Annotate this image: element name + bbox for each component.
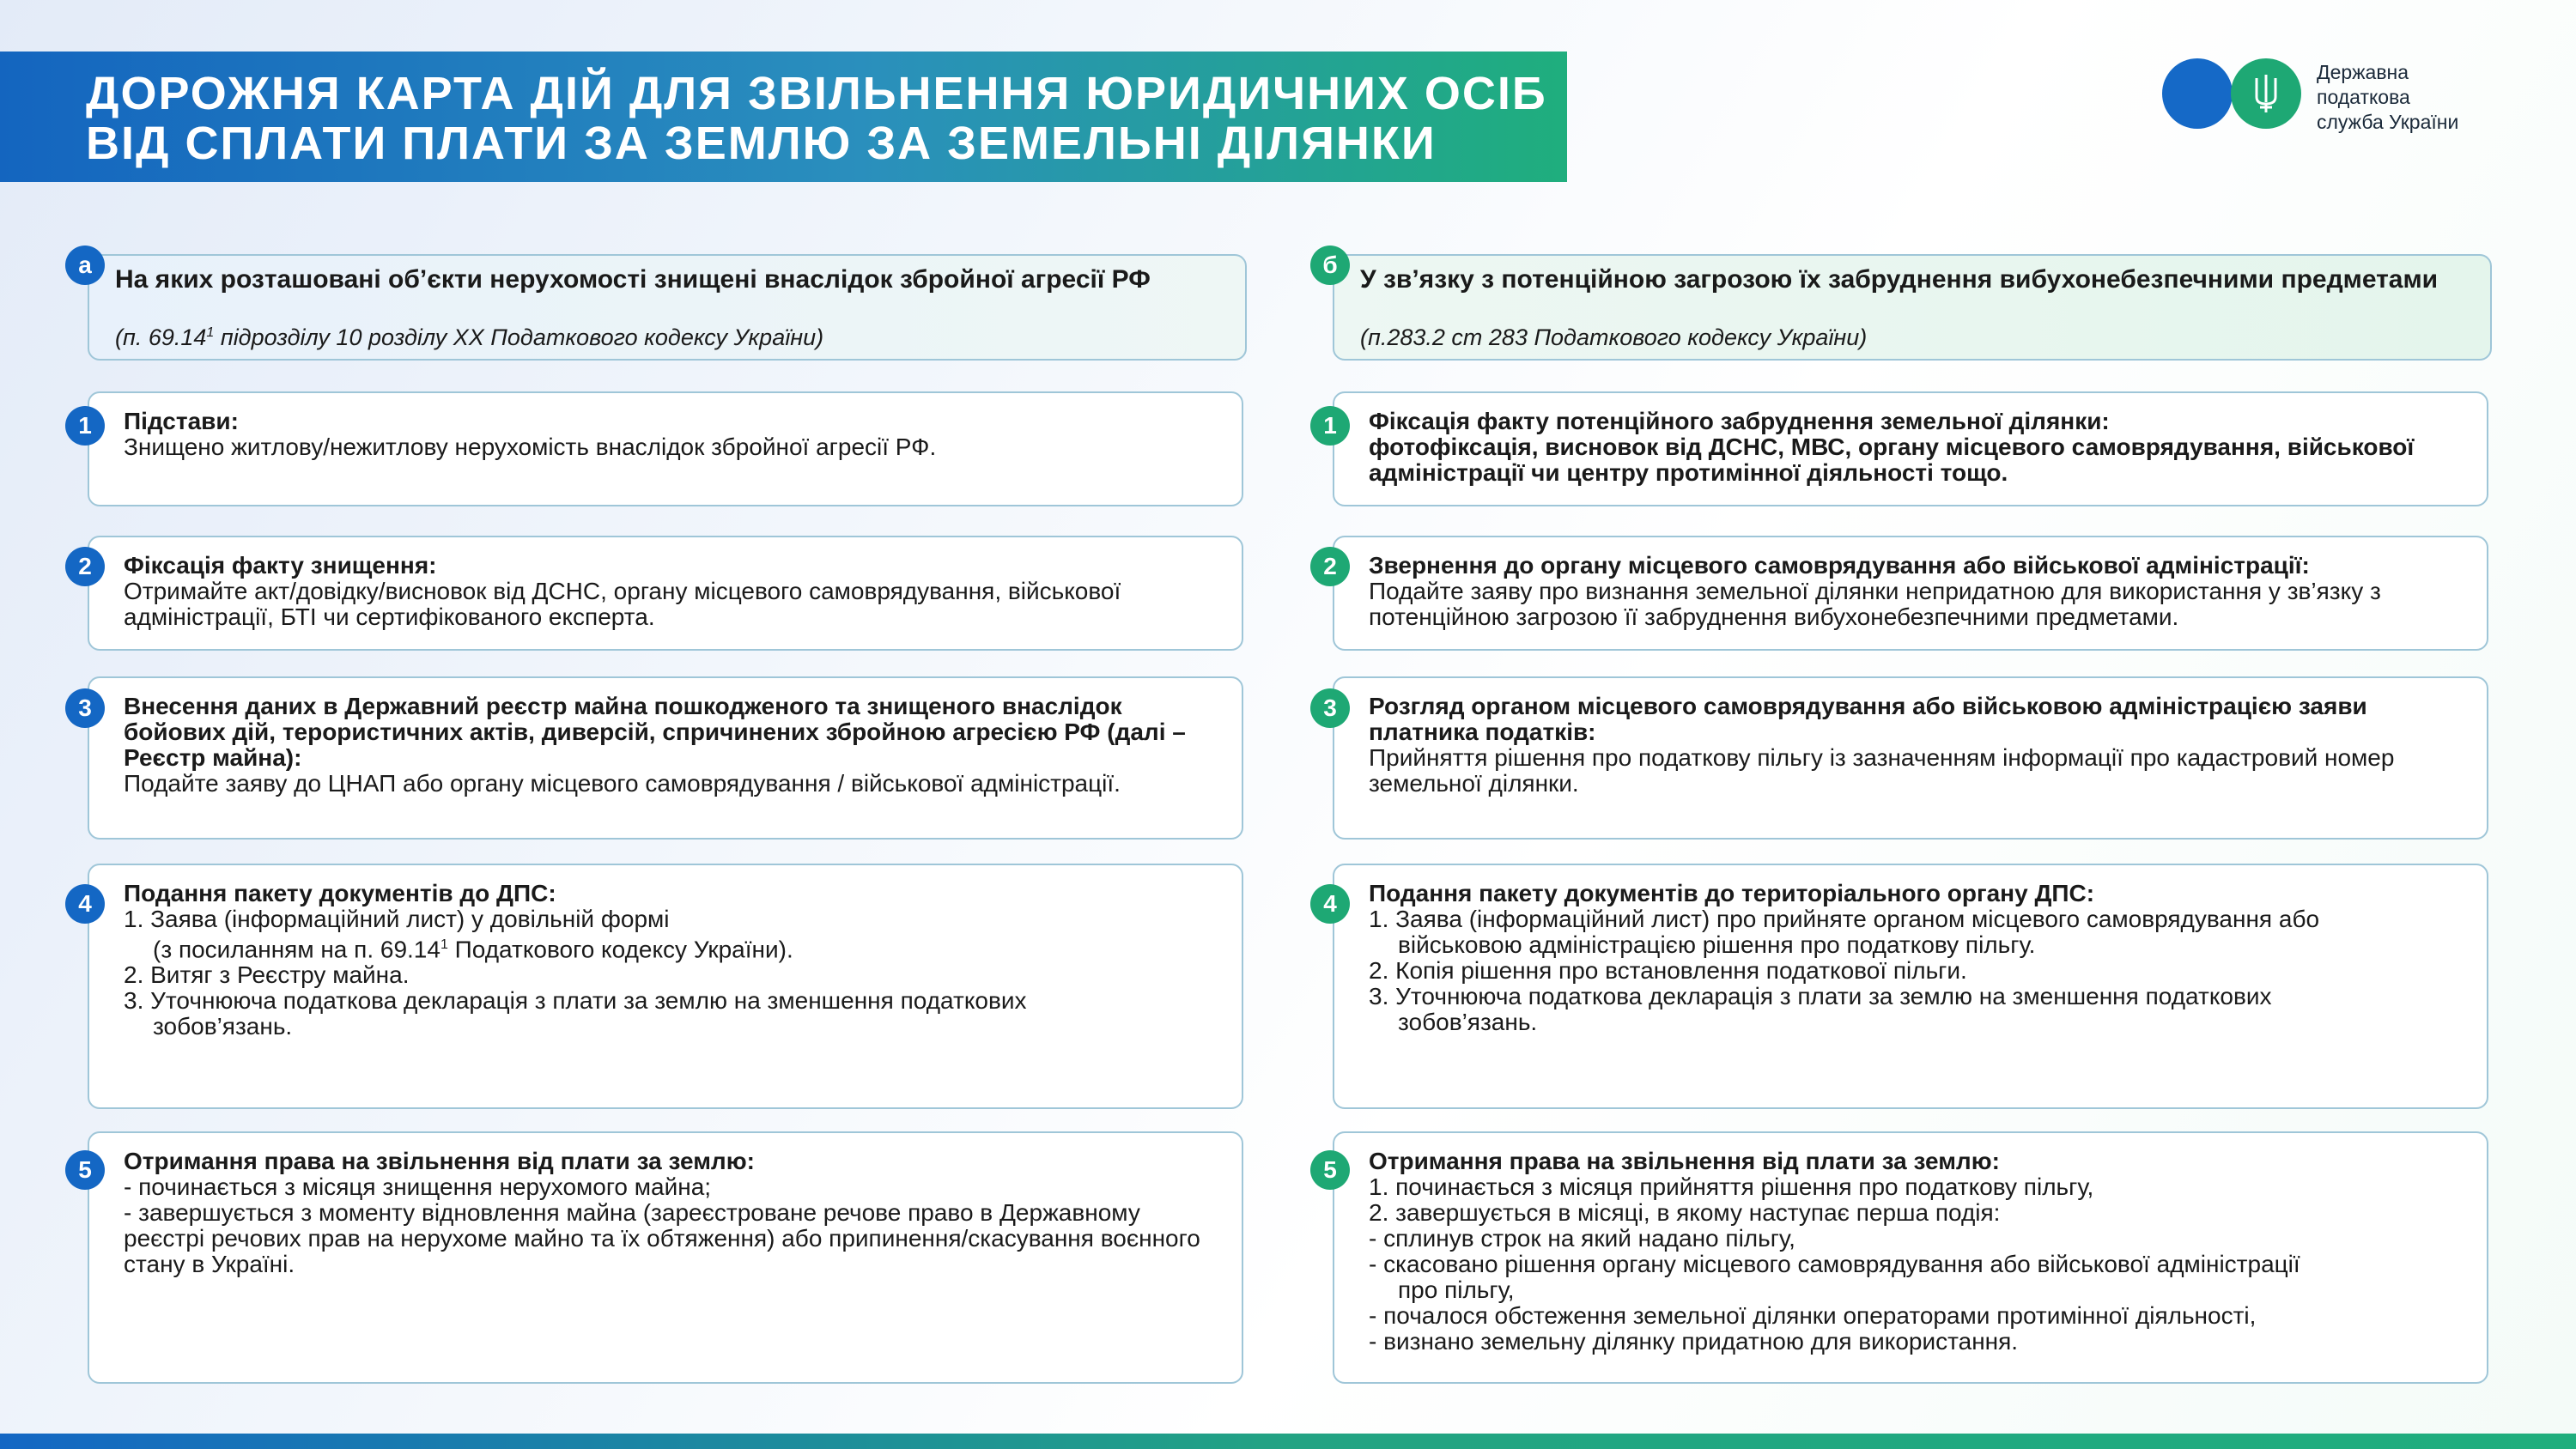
list-item: 2. завершується в місяці, в якому наступає перша подія: [1369,1199,2001,1226]
right-step-5-card [1333,1131,2488,1384]
list-item: (з посиланням на п. 69.14$^1$ Податкового кодексу України). [153,936,793,963]
left-step-4-badge: 4 [65,884,105,924]
list-item: зобов’язань. [153,1013,293,1040]
list-item: 1. Заява (інформаційний лист) у довільній формі [124,906,670,932]
list-item: - починається з місяця знищення нерухомого майна; [124,1173,712,1200]
step-title: Подання пакету документів до територіального органу ДПС: [1369,880,2095,906]
step-text: фотофіксація, висновок від ДСНС, МВС, органу місцевого самоврядування, військової адміністрації чи центру протимінної діяльності тощо. [1369,433,2415,486]
left-step-2-card [88,536,1243,651]
list-item: - сплинув строк на який надано пільгу, [1369,1225,1795,1252]
list-item: зобов’язань. [1398,1009,1538,1035]
list-item: 1. Заява (інформаційний лист) про прийняте органом місцевого самоврядування або [1369,906,2320,932]
right-step-4-card [1333,864,2488,1109]
step-title: Розгляд органом місцевого самоврядування або військовою адміністрацією заяви платника податків: [1369,693,2367,745]
list-item: - завершується з моменту відновлення майна (зареєстроване речове право в Державному реєстрі речових прав на нерухоме майно та їх обтяження) або припинення/скасування воєнного стану в Україні. [124,1199,1200,1277]
list-item: 1. починається з місяця прийняття рішення про податкову пільгу, [1369,1173,2094,1200]
list-item: 2. Витяг з Реєстру майна. [124,961,410,989]
logo-text-line-2: податкова [2317,86,2410,108]
right-step-2-card [1333,536,2488,651]
logo-blue-circle [2162,58,2233,129]
step-text: Прийняття рішення про податкову пільгу із зазначенням інформації про кадастровий номер земельної ділянки. [1369,744,2395,797]
bottom-gradient-bar [0,1434,2576,1449]
list-item: - почалося обстеження земельної ділянки операторами протимінної діяльності, [1369,1302,2257,1329]
right-step-1-badge: 1 [1310,406,1350,446]
step-title: Фіксація факту потенційного забруднення земельної ділянки: [1369,408,2110,434]
logo-text-line-1: Державна [2317,61,2409,83]
step-text: Знищено житлову/нежитлову нерухомість внаслідок збройної агресії РФ. [124,433,937,460]
left-section-badge: а [65,246,105,285]
step-text: Подайте заяву до ЦНАП або органу місцевого самоврядування / військової адміністрації. [124,770,1121,797]
step-title: Отримання права на звільнення від плати за землю: [1369,1148,2000,1174]
list-item: 3. Уточнююча податкова декларація з плати за землю на зменшення податкових [1369,983,2272,1009]
left-step-4-card [88,864,1243,1109]
right-step-5-badge: 5 [1310,1150,1350,1190]
page-title-line-2: ВІД СПЛАТИ ПЛАТИ ЗА ЗЕМЛЮ ЗА ЗЕМЕЛЬНІ ДІЛЯНКИ [86,118,1437,169]
left-step-5-card [88,1131,1243,1384]
left-step-3-badge: 3 [65,688,105,728]
right-header-subtitle: (п.283.2 ст 283 Податкового кодексу України) [1360,324,1868,350]
dps-logo [2162,58,2523,136]
left-step-1-card [88,391,1243,506]
step-text: Подайте заяву про визнання земельної ділянки непридатною для використання у зв’язку з потенційною загрозою її забруднення вибухонебезпечними предметами. [1369,578,2381,630]
step-title: Звернення до органу місцевого самоврядування або військової адміністрації: [1369,552,2310,579]
step-title: Фіксація факту знищення: [124,552,437,579]
right-section-header [1333,254,2492,361]
trident-icon [2253,73,2279,114]
right-section-badge: б [1310,246,1350,285]
list-item: 2. Копія рішення про встановлення податкової пільги. [1369,957,1967,984]
right-step-3-badge: 3 [1310,688,1350,728]
logo-green-circle [2231,58,2301,129]
step-text: Отримайте акт/довідку/висновок від ДСНС, органу місцевого самоврядування, військової адміністрації, БТІ чи сертифікованого експерта. [124,578,1121,630]
step-title: Подання пакету документів до ДПС: [124,880,556,906]
step-title: Підстави: [124,408,239,434]
left-step-1-badge: 1 [65,406,105,446]
right-step-4-badge: 4 [1310,884,1350,924]
step-title: Внесення даних в Державний реєстр майна пошкодженого та знищеного внаслідок бойових дій, терористичних актів, диверсій, спричинених збройною агресією РФ (далі – Реєстр майна): [124,693,1186,771]
right-step-3-card [1333,676,2488,840]
left-section-header [88,254,1247,361]
list-item: - визнано земельну ділянку придатною для використання. [1369,1328,2019,1355]
left-header-subtitle: (п. 69.14$^1$ підрозділу 10 розділу ХХ Податкового кодексу України) [115,324,824,350]
left-header-title: На яких розташовані об’єкти нерухомості знищені внаслідок збройної агресії РФ [115,265,1151,294]
logo-text-line-3: служба України [2317,111,2459,133]
page-title-line-1: ДОРОЖНЯ КАРТА ДІЙ ДЛЯ ЗВІЛЬНЕННЯ ЮРИДИЧНИХ ОСІБ [86,68,1547,119]
right-step-1-card [1333,391,2488,506]
list-item: - скасовано рішення органу місцевого самоврядування або військової адміністрації [1369,1251,2300,1277]
right-header-title: У зв’язку з потенційною загрозою їх забруднення вибухонебезпечними предметами [1360,265,2439,294]
step-title: Отримання права на звільнення від плати за землю: [124,1148,755,1174]
list-item: 3. Уточнююча податкова декларація з плати за землю на зменшення податкових [124,987,1027,1015]
list-item: про пільгу, [1398,1276,1515,1303]
left-step-5-badge: 5 [65,1150,105,1190]
right-step-2-badge: 2 [1310,547,1350,586]
left-step-2-badge: 2 [65,547,105,586]
left-step-3-card [88,676,1243,840]
list-item: військовою адміністрацією рішення про податкову пільгу. [1398,931,2036,958]
